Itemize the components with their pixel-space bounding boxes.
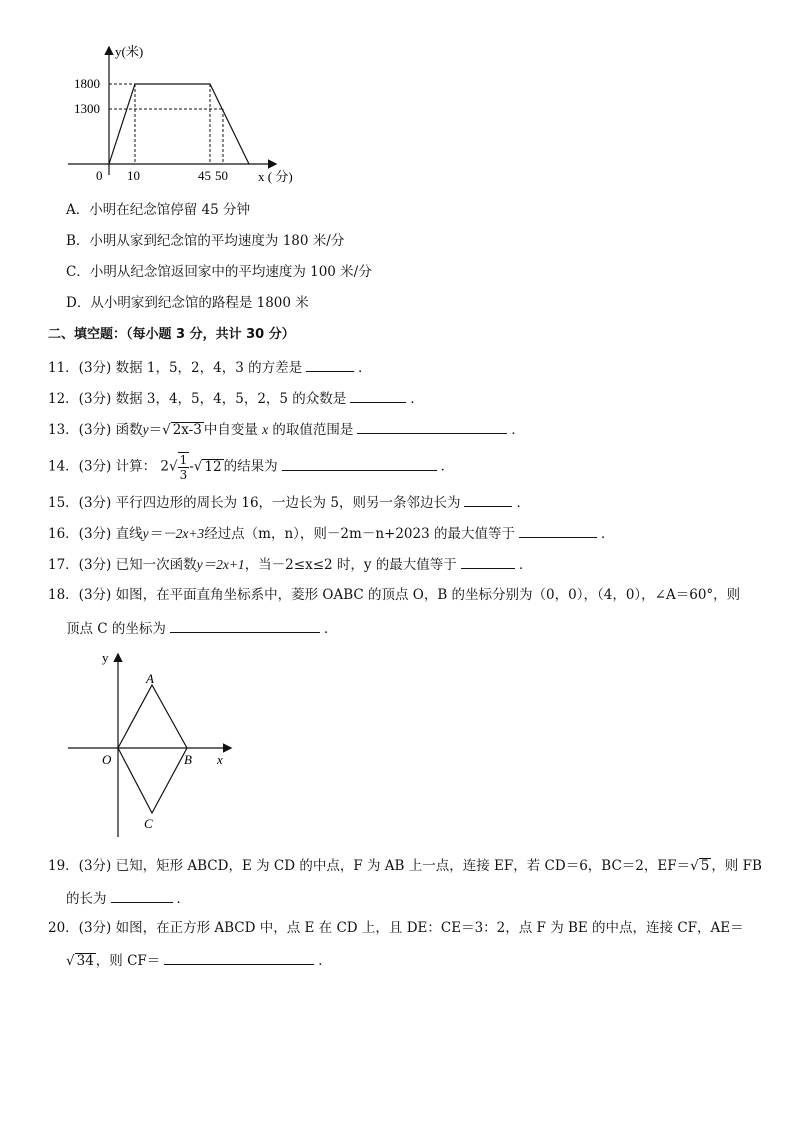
tick-50: 50 [215, 168, 228, 183]
y-axis-label: y(米) [115, 44, 144, 59]
question-11: 11．(3分) 数据 1，5，2，4，3 的方差是 ． [48, 357, 372, 377]
fraction-1-3: $\frac{1}{3}$ [179, 453, 188, 482]
option-a: A．小明在纪念馆停留 45 分钟 [66, 202, 251, 218]
answer-blank-20[interactable] [164, 950, 314, 965]
answer-blank-19[interactable] [111, 888, 173, 903]
vertex-o: O [102, 752, 112, 767]
answer-blank-13[interactable] [357, 419, 507, 434]
answer-blank-17[interactable] [461, 554, 515, 569]
question-19-line-1: 19．(3分) 已知，矩形 ABCD，E 为 CD 的中点，F 为 AB 上一点，连接 EF，若 CD＝6，BC＝2，EF＝√ 5 ，则 FB [48, 858, 762, 874]
y-label: y [102, 650, 109, 665]
question-15: 15．(3分) 平行四边形的周长为 16，一边长为 5，则另一条邻边长为 ． [48, 492, 530, 512]
answer-blank-12[interactable] [350, 388, 406, 403]
answer-blank-15[interactable] [464, 492, 512, 507]
question-19-line-2: 的长为 ． [66, 888, 190, 908]
answer-blank-14[interactable] [282, 456, 437, 471]
question-18-line-2: 顶点 C 的坐标为 ． [66, 618, 337, 638]
question-14: 14．(3分) 计算： 2√ $\frac{1}{3}$ -√ 12 的结果为 ． [48, 453, 455, 482]
tick-45: 45 [198, 168, 211, 183]
tick-10: 10 [127, 168, 140, 183]
radical-13: 2x-3 [172, 422, 202, 438]
distance-time-graph [60, 40, 320, 190]
vertex-a: A [146, 671, 154, 686]
question-17: 17．(3分) 已知一次函数y＝2x+1，当－2≤x≤2 时，y 的最大值等于 ． [48, 554, 532, 574]
option-b: B．小明从家到纪念馆的平均速度为 180 米/分 [66, 233, 345, 249]
answer-blank-11[interactable] [306, 357, 354, 372]
tick-0: 0 [96, 168, 103, 183]
section-title: 二、填空题：（每小题 3 分，共计 30 分） [48, 327, 295, 342]
radical-14: 12 [204, 458, 222, 475]
option-c: C．小明从纪念馆返回家中的平均速度为 100 米/分 [66, 264, 372, 280]
x-label: x [217, 752, 223, 767]
rhombus-figure [60, 645, 245, 840]
question-20-line-1: 20．(3分) 如图，在正方形 ABCD 中，点 E 在 CD 上，且 DE：CE＝3：2，点 F 为 BE 的中点，连接 CF，AE＝ [48, 920, 744, 936]
question-13: 13．(3分) 函数y＝√ 2x-3 中自变量 x 的取值范围是 ． [48, 419, 525, 439]
answer-blank-16[interactable] [519, 523, 597, 538]
route-line [109, 84, 249, 164]
question-20-line-2: √ 34 ，则 CF＝ ． [66, 950, 332, 970]
vertex-c: C [144, 816, 153, 831]
rhombus-oabc [118, 685, 187, 813]
tick-1300: 1300 [74, 101, 100, 116]
tick-1800: 1800 [74, 76, 100, 91]
question-16: 16．(3分) 直线y＝－2x+3经过点（m，n），则－2m－n+2023 的最大值等于 ． [48, 523, 614, 543]
answer-blank-18[interactable] [170, 618, 320, 633]
radical-20: 34 [76, 953, 94, 969]
question-18-line-1: 18．(3分) 如图，在平面直角坐标系中，菱形 OABC 的顶点 O，B 的坐标分别为（0，0），（4，0），∠A＝60°，则 [48, 587, 741, 603]
vertex-b: B [184, 752, 192, 767]
radical-19: 5 [700, 858, 710, 874]
option-d: D．从小明家到纪念馆的路程是 1800 米 [66, 295, 309, 311]
question-12: 12．(3分) 数据 3，4，5，4，5，2，5 的众数是 ． [48, 388, 424, 408]
x-axis-label: x ( 分) [258, 169, 293, 184]
